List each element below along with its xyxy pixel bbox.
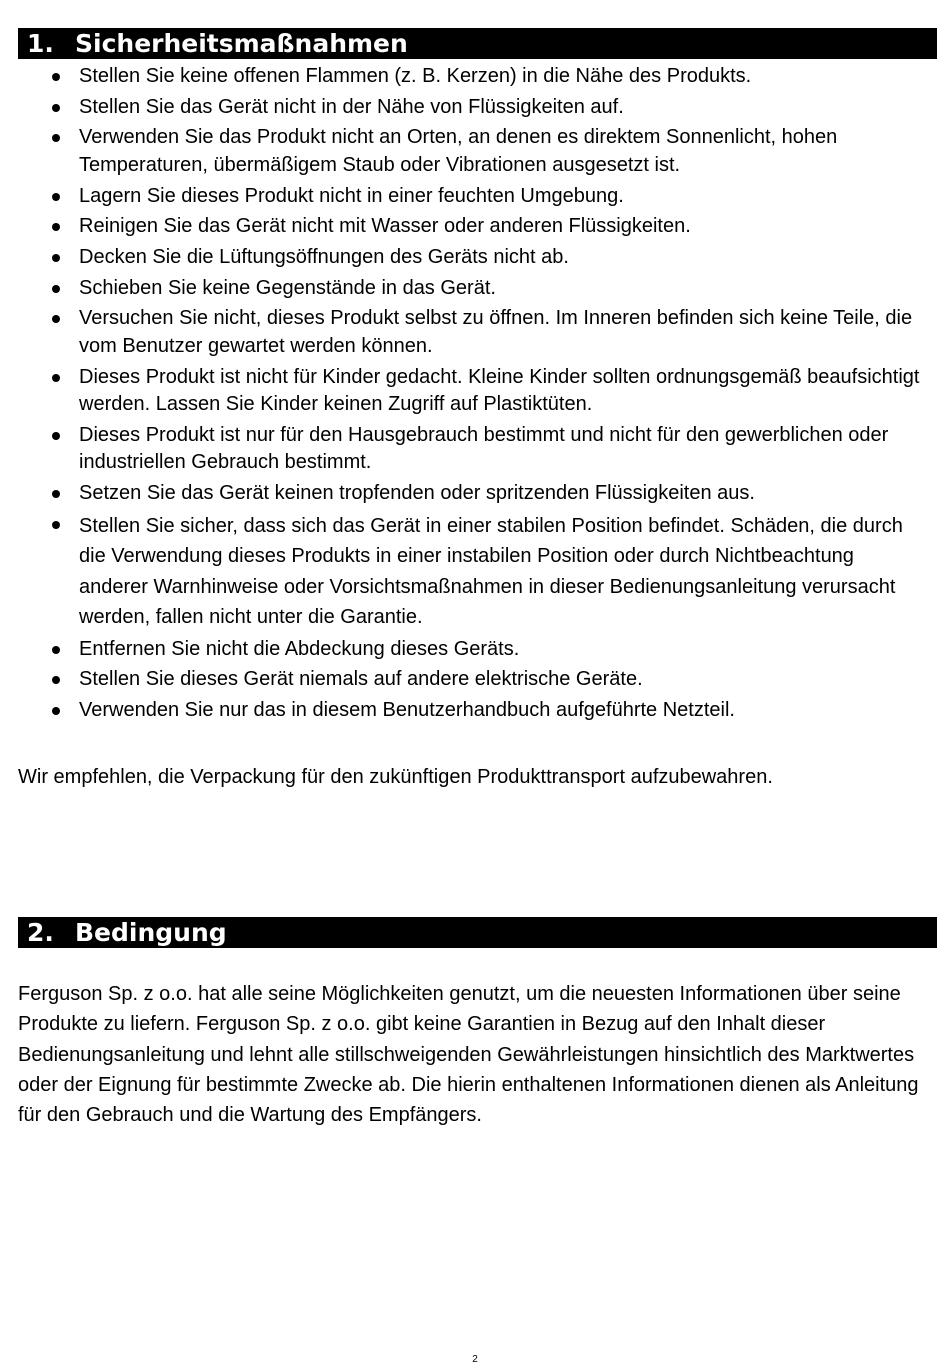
section-heading-conditions (18, 917, 937, 948)
bullet-icon (52, 134, 60, 142)
section-title: Bedingung (75, 918, 227, 947)
list-item (18, 305, 928, 360)
section-title: Sicherheitsmaßnahmen (75, 29, 408, 58)
list-item-text: Dieses Produkt ist nur für den Hausgebrauch bestimmt und nicht für den gewerblichen oder industriellen Gebrauch bestimmt. (79, 423, 889, 474)
page-number: 2 (472, 1354, 478, 1365)
list-item (18, 480, 928, 508)
bullet-icon (52, 73, 60, 81)
conditions-paragraph: Ferguson Sp. z o.o. hat alle seine Möglichkeiten genutzt, um die neuesten Informationen über seine Produkte zu liefern. Ferguson Sp. z o.o. gibt keine Garantien in Bezug auf den Inhalt dieser Bedienungsanleitung und lehnt alle stillschweigenden Gewährleistungen hinsichtlich des Marktwertes oder der Eignung für bestimmte Zwecke ab. Die hierin enthaltenen Informationen dienen als Anleitung für den Gebrauch und die Wartung des Empfängers. (18, 983, 919, 1127)
list-item (18, 124, 928, 179)
bullet-icon (52, 223, 60, 231)
bullet-icon (52, 646, 60, 654)
bullet-icon (52, 521, 60, 529)
list-item (18, 422, 928, 477)
list-item-text: Setzen Sie das Gerät keinen tropfenden oder spritzenden Flüssigkeiten aus. (79, 481, 755, 504)
safety-list (18, 63, 928, 728)
list-item (18, 244, 928, 272)
list-item-text: Stellen Sie keine offenen Flammen (z. B. Kerzen) in die Nähe des Produkts. (79, 65, 752, 87)
list-item-text: Verwenden Sie das Produkt nicht an Orten, an denen es direktem Sonnenlicht, hohen Temperaturen, übermäßigem Staub oder Vibrationen ausgesetzt ist. (79, 126, 838, 176)
list-item-text: Stellen Sie das Gerät nicht in der Nähe von Flüssigkeiten auf. (79, 95, 624, 118)
list-item-text: Schieben Sie keine Gegenstände in das Gerät. (79, 276, 496, 299)
bullet-icon (52, 676, 60, 684)
list-item-text: Reinigen Sie das Gerät nicht mit Wasser oder anderen Flüssigkeiten. (79, 215, 691, 238)
list-item (18, 511, 928, 633)
bullet-icon (52, 285, 60, 293)
section-number: 2. (27, 918, 54, 947)
section-heading-safety (18, 28, 937, 59)
bullet-icon (52, 104, 60, 112)
packaging-note: Wir empfehlen, die Verpackung für den zukünftigen Produkttransport aufzubewahren. (18, 766, 773, 788)
list-item (18, 213, 928, 241)
bullet-icon (52, 193, 60, 201)
list-item (18, 183, 928, 211)
bullet-icon (52, 374, 60, 382)
list-item-text: Entfernen Sie nicht die Abdeckung dieses Geräts. (79, 637, 520, 660)
list-item-text: Dieses Produkt ist nicht für Kinder gedacht. Kleine Kinder sollten ordnungsgemäß beaufsichtigt werden. Lassen Sie Kinder keinen Zugriff auf Plastiktüten. (79, 365, 920, 415)
list-item (18, 666, 928, 694)
list-item-text: Verwenden Sie nur das in diesem Benutzerhandbuch aufgeführte Netzteil. (79, 699, 735, 722)
bullet-icon (52, 490, 60, 498)
list-item (18, 275, 928, 303)
bullet-icon (52, 254, 60, 262)
list-item (18, 364, 928, 419)
list-item-text: Decken Sie die Lüftungsöffnungen des Geräts nicht ab. (79, 245, 569, 268)
bullet-icon (52, 432, 60, 440)
list-item (18, 63, 928, 91)
list-item-text: Stellen Sie dieses Gerät niemals auf andere elektrische Geräte. (79, 668, 643, 691)
list-item (18, 636, 928, 664)
list-item (18, 697, 928, 725)
section-number: 1. (27, 29, 54, 58)
list-item-text: Lagern Sie dieses Produkt nicht in einer feuchten Umgebung. (79, 184, 624, 207)
list-item (18, 94, 928, 122)
bullet-icon (52, 707, 60, 715)
bullet-icon (52, 315, 60, 323)
list-item-text: Stellen Sie sicher, dass sich das Gerät in einer stabilen Position befindet. Schäden, die durch die Verwendung dieses Produkts in einer instabilen Position oder durch Nichtbeachtung anderer Warnhinweise oder Vorsichtsmaßnahmen in dieser Bedienungsanleitung verursacht werden, fallen nicht unter die Garantie. (79, 514, 903, 629)
list-item-text: Versuchen Sie nicht, dieses Produkt selbst zu öffnen. Im Inneren befinden sich keine Teile, die vom Benutzer gewartet werden können. (79, 307, 913, 357)
